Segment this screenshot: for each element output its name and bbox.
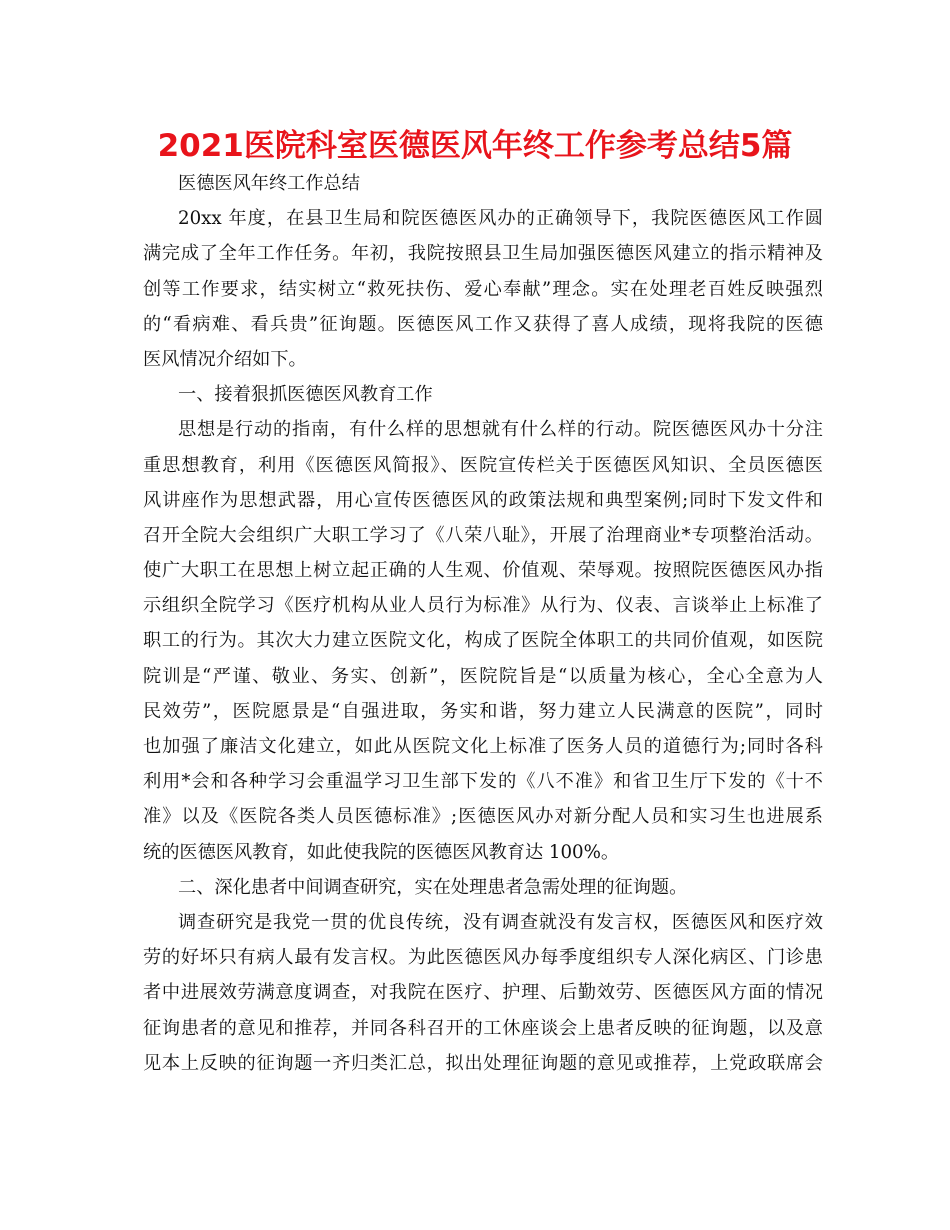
body-text-line: 的“看病难、看兵贵”征询题。医德医风工作又获得了喜人成绩，现将我院的医德 (143, 313, 823, 335)
body-text-line: 使广大职工在思想上树立起正确的人生观、价值观、荣辱观。按照院医德医风办指 (143, 560, 823, 582)
body-text-line: 见本上反映的征询题一齐归类汇总，拟出处理征询题的意见或推荐，上党政联席会 (143, 1052, 823, 1074)
body-text-line: 准》以及《医院各类人员医德标准》;医德医风办对新分配人员和实习生也进展系 (143, 806, 823, 828)
body-text-line: 民效劳”，医院愿景是“自强进取，务实和谐，努力建立人民满意的医院”，同时 (143, 700, 823, 722)
body-text-line: 二、深化患者中间调查研究，实在处理患者急需处理的征询题。 (178, 876, 688, 898)
body-text-line: 医风情况介绍如下。 (143, 348, 307, 370)
body-text-line: 者中进展效劳满意度调查，对我院在医疗、护理、后勤效劳、医德医风方面的情况 (143, 982, 823, 1004)
body-text-line: 召开全院大会组织广大职工学习了《八荣八耻》，开展了治理商业*专项整治活动。 (143, 524, 823, 546)
body-text-line: 20xx 年度，在县卫生局和院医德医风办的正确领导下，我院医德医风工作圆 (178, 208, 823, 230)
body-text-line: 调查研究是我党一贯的优良传统，没有调查就没有发言权，医德医风和医疗效 (178, 911, 823, 933)
body-text-line: 征询患者的意见和推荐，并同各科召开的工休座谈会上患者反映的征询题，以及意 (143, 1017, 823, 1039)
body-text-line: 创等工作要求，结实树立“救死扶伤、爱心奉献”理念。实在处理老百姓反映强烈 (143, 278, 823, 300)
body-text-line: 统的医德医风教育，如此使我院的医德医风教育达 100%。 (143, 841, 620, 863)
document-body (143, 166, 823, 1081)
body-text-line: 示组织全院学习《医疗机构从业人员行为标准》从行为、仪表、言谈举止上标准了 (143, 595, 823, 617)
body-text-line: 劳的好坏只有病人最有发言权。为此医德医风办每季度组织专人深化病区、门诊患 (143, 947, 823, 969)
body-text-line: 满完成了全年工作任务。年初，我院按照县卫生局加强医德医风建立的指示精神及 (143, 243, 823, 265)
body-text-line: 院训是“严谨、敬业、务实、创新”，医院院旨是“以质量为核心，全心全意为人 (143, 665, 823, 687)
body-text-line: 利用*会和各种学习会重温学习卫生部下发的《八不准》和省卫生厅下发的《十不 (143, 771, 823, 793)
body-text-line: 重思想教育，利用《医德医风简报》、医院宣传栏关于医德医风知识、全员医德医 (143, 454, 823, 476)
body-text-line: 医德医风年终工作总结 (178, 173, 360, 194)
body-text-line: 一、接着狠抓医德医风教育工作 (178, 384, 433, 406)
document-title: 2021医院科室医德医风年终工作参考总结5篇 (157, 128, 793, 164)
body-text-line: 风讲座作为思想武器，用心宣传医德医风的政策法规和典型案例;同时下发文件和 (143, 489, 823, 511)
body-text-line: 也加强了廉洁文化建立，如此从医院文化上标准了医务人员的道德行为;同时各科 (143, 736, 823, 757)
body-text-line: 职工的行为。其次大力建立医院文化，构成了医院全体职工的共同价值观，如医院 (143, 630, 823, 652)
body-text-line: 思想是行动的指南，有什么样的思想就有什么样的行动。院医德医风办十分注 (178, 419, 823, 441)
